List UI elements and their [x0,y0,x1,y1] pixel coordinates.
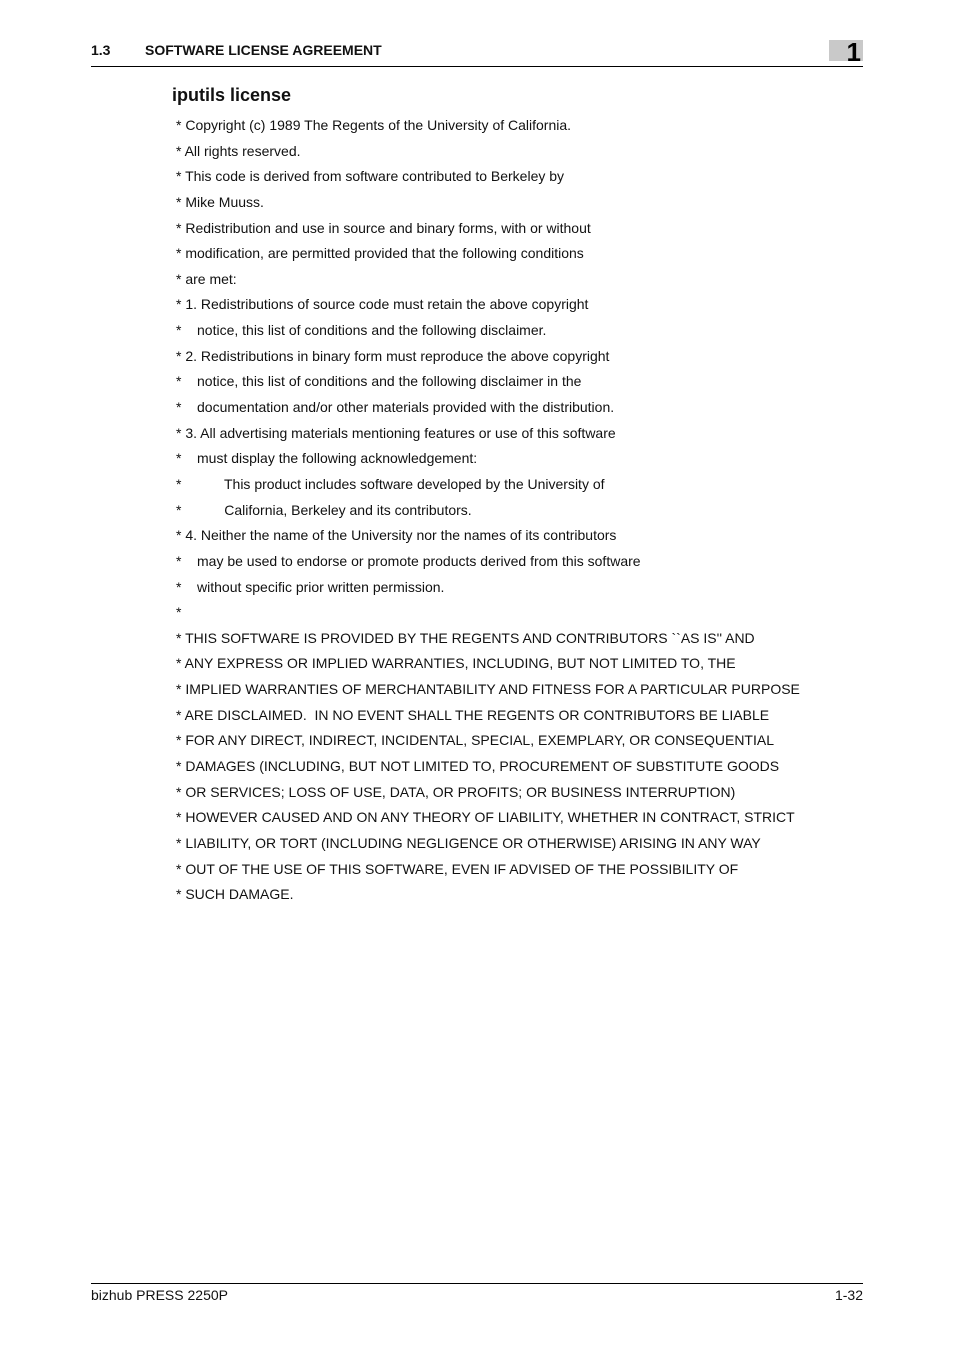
license-line: * Redistribution and use in source and binary forms, with or without [176,219,591,236]
section-number: 1.3 [91,42,111,58]
license-line: * ARE DISCLAIMED. IN NO EVENT SHALL THE REGENTS OR CONTRIBUTORS BE LIABLE [176,706,770,723]
license-line: * Copyright (c) 1989 The Regents of the University of California. [176,117,572,133]
license-line: * OUT OF THE USE OF THIS SOFTWARE, EVEN IF ADVISED OF THE POSSIBILITY OF [176,860,739,877]
license-line: * HOWEVER CAUSED AND ON ANY THEORY OF LIABILITY, WHETHER IN CONTRACT, STRICT [176,809,795,826]
license-line: * must display the following acknowledgement: [176,450,478,467]
page-title: iputils license [172,85,292,105]
license-line: * modification, are permitted provided that the following conditions [176,245,584,262]
license-line: * [176,604,182,621]
license-line: * 4. Neither the name of the University nor the names of its contributors [176,527,617,544]
license-line: * OR SERVICES; LOSS OF USE, DATA, OR PROFITS; OR BUSINESS INTERRUPTION) [176,783,736,800]
license-line: * 1. Redistributions of source code must retain the above copyright [176,296,589,313]
license-line: * Mike Muuss. [176,193,264,210]
license-text [176,116,856,911]
license-line: * 3. All advertising materials mentioning features or use of this software [176,424,616,441]
license-line: * are met: [176,270,237,287]
chapter-tab [829,37,863,67]
license-line: * This code is derived from software contributed to Berkeley by [176,168,565,185]
license-line: * notice, this list of conditions and the following disclaimer. [176,322,547,339]
license-line: * documentation and/or other materials provided with the distribution. [176,399,615,416]
page-footer [91,1283,863,1308]
license-line: * without specific prior written permission. [176,578,445,595]
license-line: * notice, this list of conditions and the following disclaimer in the [176,373,582,390]
license-line: * THIS SOFTWARE IS PROVIDED BY THE REGENTS AND CONTRIBUTORS ``AS IS'' AND [176,629,755,646]
license-line: * FOR ANY DIRECT, INDIRECT, INCIDENTAL, SPECIAL, EXEMPLARY, OR CONSEQUENTIAL [176,732,774,749]
license-line: * DAMAGES (INCLUDING, BUT NOT LIMITED TO, PROCUREMENT OF SUBSTITUTE GOODS [176,758,780,775]
license-line: * This product includes software developed by the University of [176,475,605,492]
footer-page-number: 1-32 [834,1287,863,1303]
license-line: * LIABILITY, OR TORT (INCLUDING NEGLIGENCE OR OTHERWISE) ARISING IN ANY WAY [176,834,761,851]
footer-product: bizhub PRESS 2250P [91,1287,228,1303]
license-line: * ANY EXPRESS OR IMPLIED WARRANTIES, INCLUDING, BUT NOT LIMITED TO, THE [176,655,736,672]
license-line: * may be used to endorse or promote products derived from this software [176,552,641,569]
license-line: * SUCH DAMAGE. [176,886,294,903]
page-header [91,40,863,67]
chapter-number: 1 [846,37,861,67]
license-line: * California, Berkeley and its contributors. [176,501,472,518]
license-line: * 2. Redistributions in binary form must reproduce the above copyright [176,347,610,364]
section-title: SOFTWARE LICENSE AGREEMENT [145,42,382,58]
license-line: * All rights reserved. [176,142,301,159]
license-line: * IMPLIED WARRANTIES OF MERCHANTABILITY AND FITNESS FOR A PARTICULAR PURPOSE [176,681,800,698]
